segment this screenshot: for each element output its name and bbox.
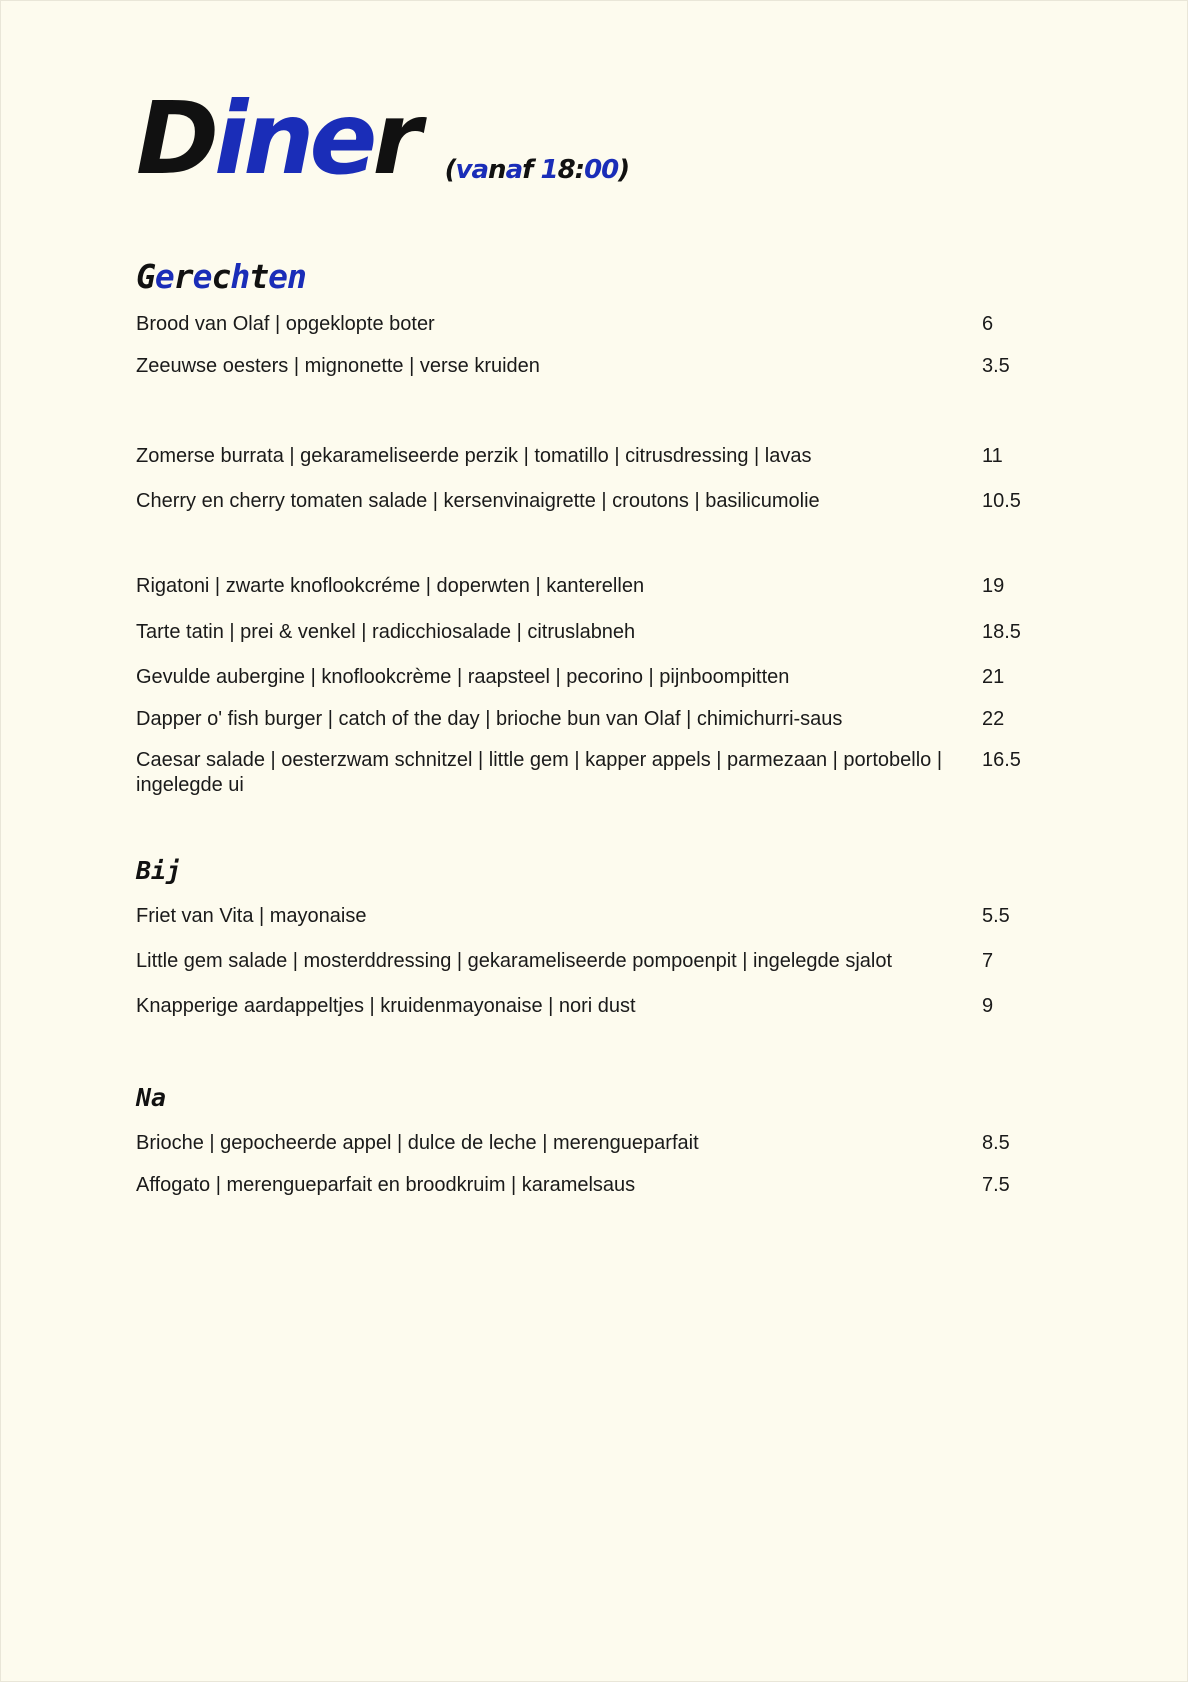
item-name: Brood van Olaf | opgeklopte boter — [136, 313, 435, 335]
item-price: 3.5 — [982, 355, 1010, 377]
section-title-na: Na — [136, 1083, 167, 1112]
item-name: Gevulde aubergine | knoflookcrème | raapsteel | pecorino | pijnboompitten — [136, 666, 790, 688]
section-title-gerechten: Gerechten — [136, 257, 306, 296]
item-name: Zeeuwse oesters | mignonette | verse kruiden — [136, 355, 540, 377]
item-name: Caesar salade | oesterzwam schnitzel | little gem | kapper appels | parmezaan | portobello | ingelegde ui — [136, 749, 943, 796]
item-name: Rigatoni | zwarte knoflookcréme | doperwten | kanterellen — [136, 575, 645, 597]
item-name: Brioche | gepocheerde appel | dulce de leche | merengueparfait — [136, 1132, 699, 1154]
item-name: Zomerse burrata | gekarameliseerde perzik | tomatillo | citrusdressing | lavas — [136, 445, 812, 467]
item-price: 8.5 — [982, 1132, 1010, 1154]
item-name: Tarte tatin | prei & venkel | radicchiosalade | citruslabneh — [136, 621, 636, 643]
item-price: 9 — [982, 995, 994, 1017]
item-price: 5.5 — [982, 905, 1010, 927]
item-price: 6 — [982, 313, 994, 335]
item-price: 18.5 — [982, 621, 1021, 643]
item-name: Cherry en cherry tomaten salade | kersenvinaigrette | croutons | basilicumolie — [136, 490, 820, 512]
item-name: Friet van Vita | mayonaise — [136, 905, 367, 927]
item-name: Affogato | merengueparfait en broodkruim | karamelsaus — [136, 1174, 636, 1196]
header — [136, 80, 630, 197]
item-name: Dapper o' fish burger | catch of the day | brioche bun van Olaf | chimichurri-saus — [136, 708, 843, 730]
item-price: 22 — [982, 708, 1005, 730]
page-subtitle: (vanaf 18:00) — [444, 155, 630, 185]
section-title-bij: Bij — [136, 856, 182, 885]
item-price: 7.5 — [982, 1174, 1010, 1196]
page-title: Diner — [136, 80, 417, 197]
item-name: Knapperige aardappeltjes | kruidenmayonaise | nori dust — [136, 995, 636, 1017]
item-price: 19 — [982, 575, 1005, 597]
item-name: Little gem salade | mosterddressing | gekarameliseerde pompoenpit | ingelegde sjalot — [136, 950, 893, 972]
item-price: 10.5 — [982, 490, 1021, 512]
item-price: 21 — [982, 666, 1005, 688]
item-price: 16.5 — [982, 749, 1021, 771]
item-price: 7 — [982, 950, 994, 972]
item-price: 11 — [982, 445, 1003, 467]
